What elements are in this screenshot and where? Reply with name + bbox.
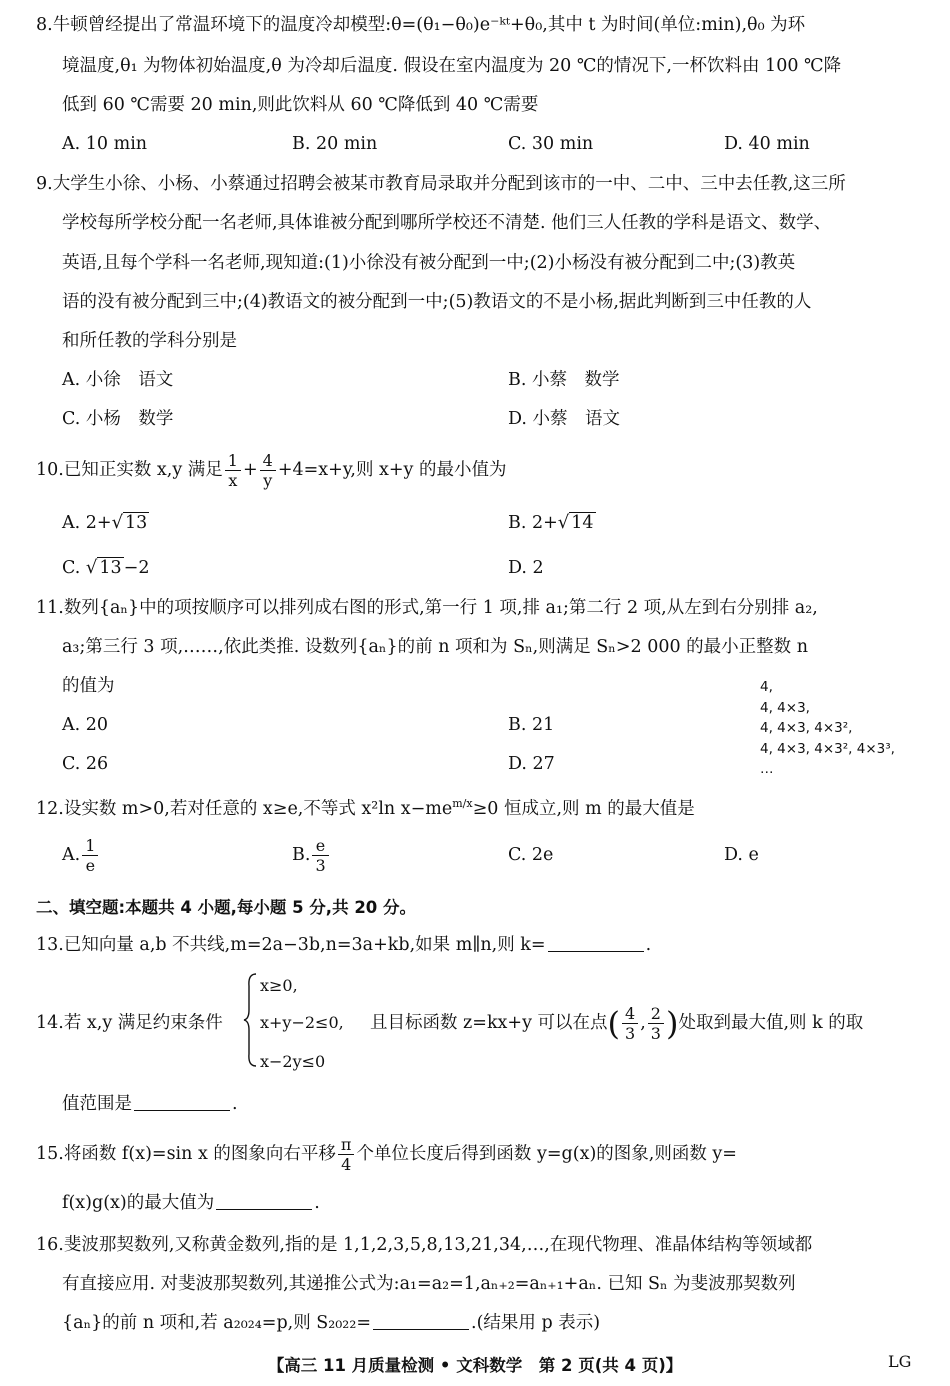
q11-option-b: B. 21 [508, 715, 555, 735]
q9-option-b: B. 小蔡 数学 [508, 370, 620, 390]
q10-number: 10. [36, 460, 64, 480]
q11-line-3: 的值为 [62, 676, 115, 696]
q8-option-a: A. 10 min [62, 134, 148, 154]
paper-code: LG [888, 1352, 912, 1371]
q14-constraint-2: x+y−2≤0, [260, 1013, 344, 1032]
q9-number: 9. [36, 174, 53, 194]
q14-line-1-start: 14.若 x,y 满足约束条件 [36, 1013, 223, 1033]
q12-line-1: 12.设实数 m>0,若对任意的 x≥e,不等式 x²ln $x-me^{m/x}\ge 0$ 恒成立,则 m 的最大值是 [36, 797, 695, 819]
q11-line-1: 11.数列{aₙ}中的项按顺序可以排列成右图的形式,第一行 1 项,排 a₁;第二行 2 项,从左到右分别排 a₂, [36, 598, 818, 618]
q16-number: 16. [36, 1235, 64, 1255]
q12-option-a: A. $\frac{1}{e}$ [62, 833, 100, 877]
page-footer: 【高三 11 月质量检测 • 文科数学 第 2 页(共 4 页)】 [267, 1356, 683, 1375]
q10-option-c: C. √ 13 −2 [62, 557, 150, 578]
q12-option-b: B. $\frac{e}{3}$ [292, 833, 331, 877]
q12-number: 12. [36, 798, 64, 819]
q8-option-d: D. 40 min [724, 134, 810, 154]
section-heading-fill-in: 二、填空题:本题共 4 小题,每小题 5 分,共 20 分。 [36, 898, 417, 917]
q15-answer-blank[interactable] [216, 1191, 312, 1210]
q16-line-1: 16.斐波那契数列,又称黄金数列,指的是 1,1,2,3,5,8,13,21,34,…,在现代物理、准晶体结构等领域都 [36, 1235, 813, 1255]
q13-number: 13. [36, 935, 64, 955]
q8-line-1: 8.牛顿曾经提出了常温环境下的温度冷却模型:θ=(θ₁−θ₀)e⁻ᵏᵗ+θ₀,其中 t 为时间(单位:min),θ₀ 为环 [36, 15, 806, 35]
q12-exponent: m/x [452, 797, 473, 810]
q11-option-a: A. 20 [62, 715, 109, 735]
q9-line-2: 学校每所学校分配一名老师,具体谁被分配到哪所学校还不清楚. 他们三人任教的学科是语文、数学、 [62, 213, 832, 233]
q15-number: 15. [36, 1144, 64, 1164]
q14-line-1-end: 且目标函数 z=kx+y 可以在点( $\frac{4}{3}$ , $\frac{2}{3}$ )处取到最大值,则 k 的取 [370, 1004, 864, 1043]
q16-line-3: {aₙ}的前 n 项和,若 a₂₀₂₄=p,则 S₂₀₂₂= .(结果用 p 表示) [62, 1313, 601, 1333]
q9-line-4: 语的没有被分配到三中;(4)教语文的被分配到一中;(5)教语文的不是小杨,据此判断到三中任教的人 [62, 292, 812, 312]
q9-line-1: 9.大学生小徐、小杨、小蔡通过招聘会被某市教育局录取并分配到该市的一中、二中、三中去任教,这三所 [36, 174, 846, 194]
q14-line-2: 值范围是 . [62, 1094, 238, 1114]
q11-figure-row-3: 4, 4×3, 4×3², [760, 720, 853, 736]
q12-option-d: D. e [724, 845, 759, 865]
q14-constraint-1: x≥0, [260, 976, 298, 995]
q11-figure-row-1: 4, [760, 679, 773, 695]
q10-fraction-1: $\frac{1}{x}$ [225, 451, 241, 490]
q8-option-c: C. 30 min [508, 134, 594, 154]
sqrt-icon: √ [85, 557, 98, 578]
q16-answer-blank[interactable] [373, 1311, 469, 1330]
q12-option-c: C. 2e [508, 845, 554, 865]
q8-line-2: 境温度,θ₁ 为物体初始温度,θ 为冷却后温度. 假设在室内温度为 20 ℃的情况下,一杯饮料由 100 ℃降 [62, 56, 842, 76]
q9-option-d: D. 小蔡 语文 [508, 409, 621, 429]
q15-line-2: f(x)g(x)的最大值为 . [62, 1193, 320, 1213]
sqrt-icon: √ [111, 512, 124, 533]
q11-figure-row-5: … [760, 761, 774, 777]
q10-fraction-2: $\frac{4}{y}$ [260, 451, 276, 490]
q11-line-2: a₃;第三行 3 项,……,依此类推. 设数列{aₙ}的前 n 项和为 Sₙ,则满足 Sₙ>2 000 的最小正整数 n [62, 637, 808, 657]
q13-line-1: 13.已知向量 a,b 不共线,m=2a−3b,n=3a+kb,如果 m∥n,则 k= . [36, 935, 652, 955]
q14-system-brace [242, 972, 258, 1068]
q9-option-c: C. 小杨 数学 [62, 409, 174, 429]
q10-option-b: B. 2+√ 14 [508, 512, 594, 533]
q15-line-1: 15.将函数 f(x)=sin x 的图象向右平移 $\frac{\pi}{4}$ 个单位长度后得到函数 y=g(x)的图象,则函数 y= [36, 1135, 737, 1174]
q10-line-1: 10.已知正实数 x,y 满足 $\frac{1}{x}$ + $\frac{4}{y}$ +4=x+y,则 x+y 的最小值为 [36, 451, 507, 490]
q8-option-b: B. 20 min [292, 134, 378, 154]
q9-line-5: 和所任教的学科分别是 [62, 331, 237, 351]
q14-constraint-3: x−2y≤0 [260, 1052, 326, 1071]
q16-line-2: 有直接应用. 对斐波那契数列,其递推公式为:a₁=a₂=1,aₙ₊₂=aₙ₊₁+aₙ. 已知 Sₙ 为斐波那契数列 [62, 1274, 796, 1294]
q10-option-a: A. 2+√ 13 [62, 512, 148, 533]
q11-option-c: C. 26 [62, 754, 109, 774]
q9-option-a: A. 小徐 语文 [62, 370, 174, 390]
q9-line-3: 英语,且每个学科一名老师,现知道:(1)小徐没有被分配到一中;(2)小杨没有被分配到二中;(3)教英 [62, 253, 796, 273]
sqrt-icon: √ [557, 512, 570, 533]
q11-figure-row-4: 4, 4×3, 4×3², 4×3³, [760, 741, 895, 757]
q8-line-3: 低到 60 ℃需要 20 min,则此饮料从 60 ℃降低到 40 ℃需要 [62, 95, 539, 115]
q11-figure-row-2: 4, 4×3, [760, 700, 810, 716]
q14-number: 14. [36, 1013, 64, 1033]
q11-number: 11. [36, 598, 64, 618]
q10-option-d: D. 2 [508, 558, 544, 578]
q8-number: 8. [36, 15, 53, 35]
q13-answer-blank[interactable] [548, 933, 644, 952]
q14-answer-blank[interactable] [134, 1092, 230, 1111]
q11-option-d: D. 27 [508, 754, 555, 774]
q8-formula: θ=(θ₁−θ₀)e⁻ᵏᵗ+θ₀ [391, 15, 543, 35]
